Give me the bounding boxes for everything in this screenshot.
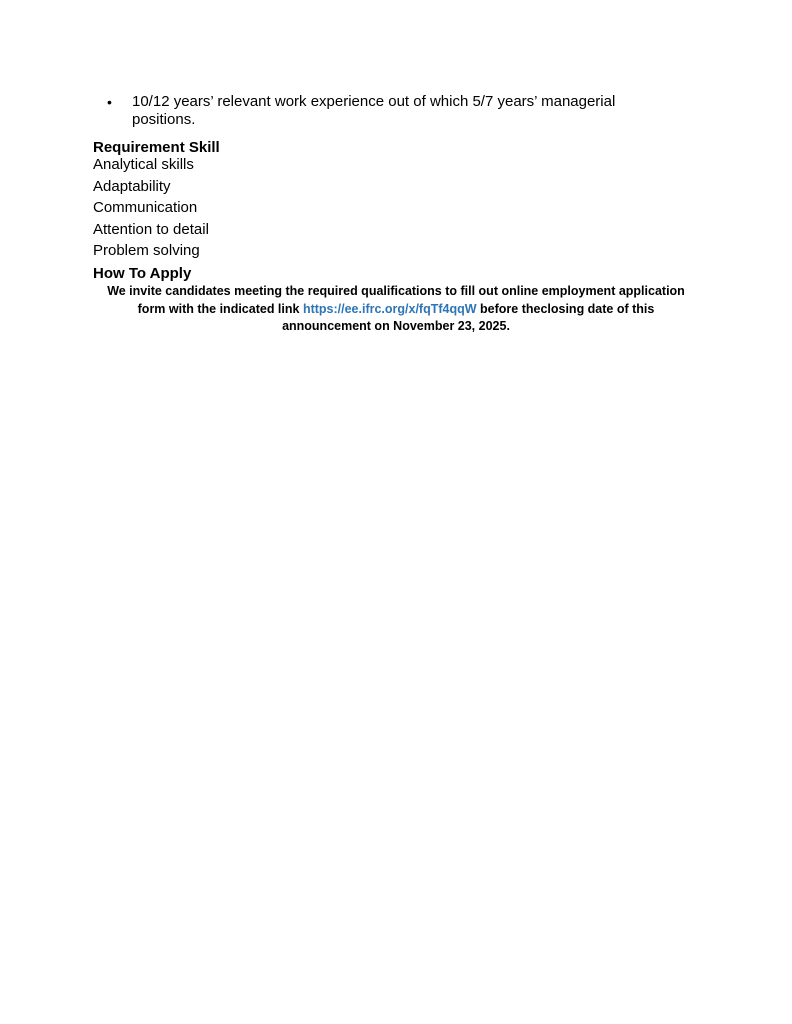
skill-item-attention-to-detail: Attention to detail bbox=[93, 220, 209, 238]
bullet-icon: • bbox=[107, 94, 112, 110]
experience-requirement-text: 10/12 years’ relevant work experience out of which 5/7 years’ managerial positions. bbox=[132, 93, 616, 128]
experience-bullet-list bbox=[107, 93, 667, 129]
application-form-link[interactable]: https://ee.ifrc.org/x/fqTf4qqW bbox=[302, 301, 477, 316]
skill-item-adaptability: Adaptability bbox=[93, 177, 171, 195]
requirement-skill-heading: Requirement Skill bbox=[93, 139, 220, 156]
skill-item-analytical-skills: Analytical skills bbox=[93, 156, 194, 173]
how-to-apply-paragraph bbox=[93, 283, 699, 336]
skill-item-problem-solving: Problem solving bbox=[93, 242, 200, 260]
apply-text-before-link: We invite candidates meeting the required qualifications to fill out online employment application form with the indicated link bbox=[107, 284, 685, 316]
apply-text-after-link: before theclosing date of this announcement on November 23, 2025. bbox=[282, 301, 655, 333]
how-to-apply-heading: How To Apply bbox=[93, 265, 192, 282]
skill-item-communication: Communication bbox=[93, 199, 198, 217]
list-item bbox=[107, 93, 667, 129]
skills-list bbox=[93, 156, 209, 264]
